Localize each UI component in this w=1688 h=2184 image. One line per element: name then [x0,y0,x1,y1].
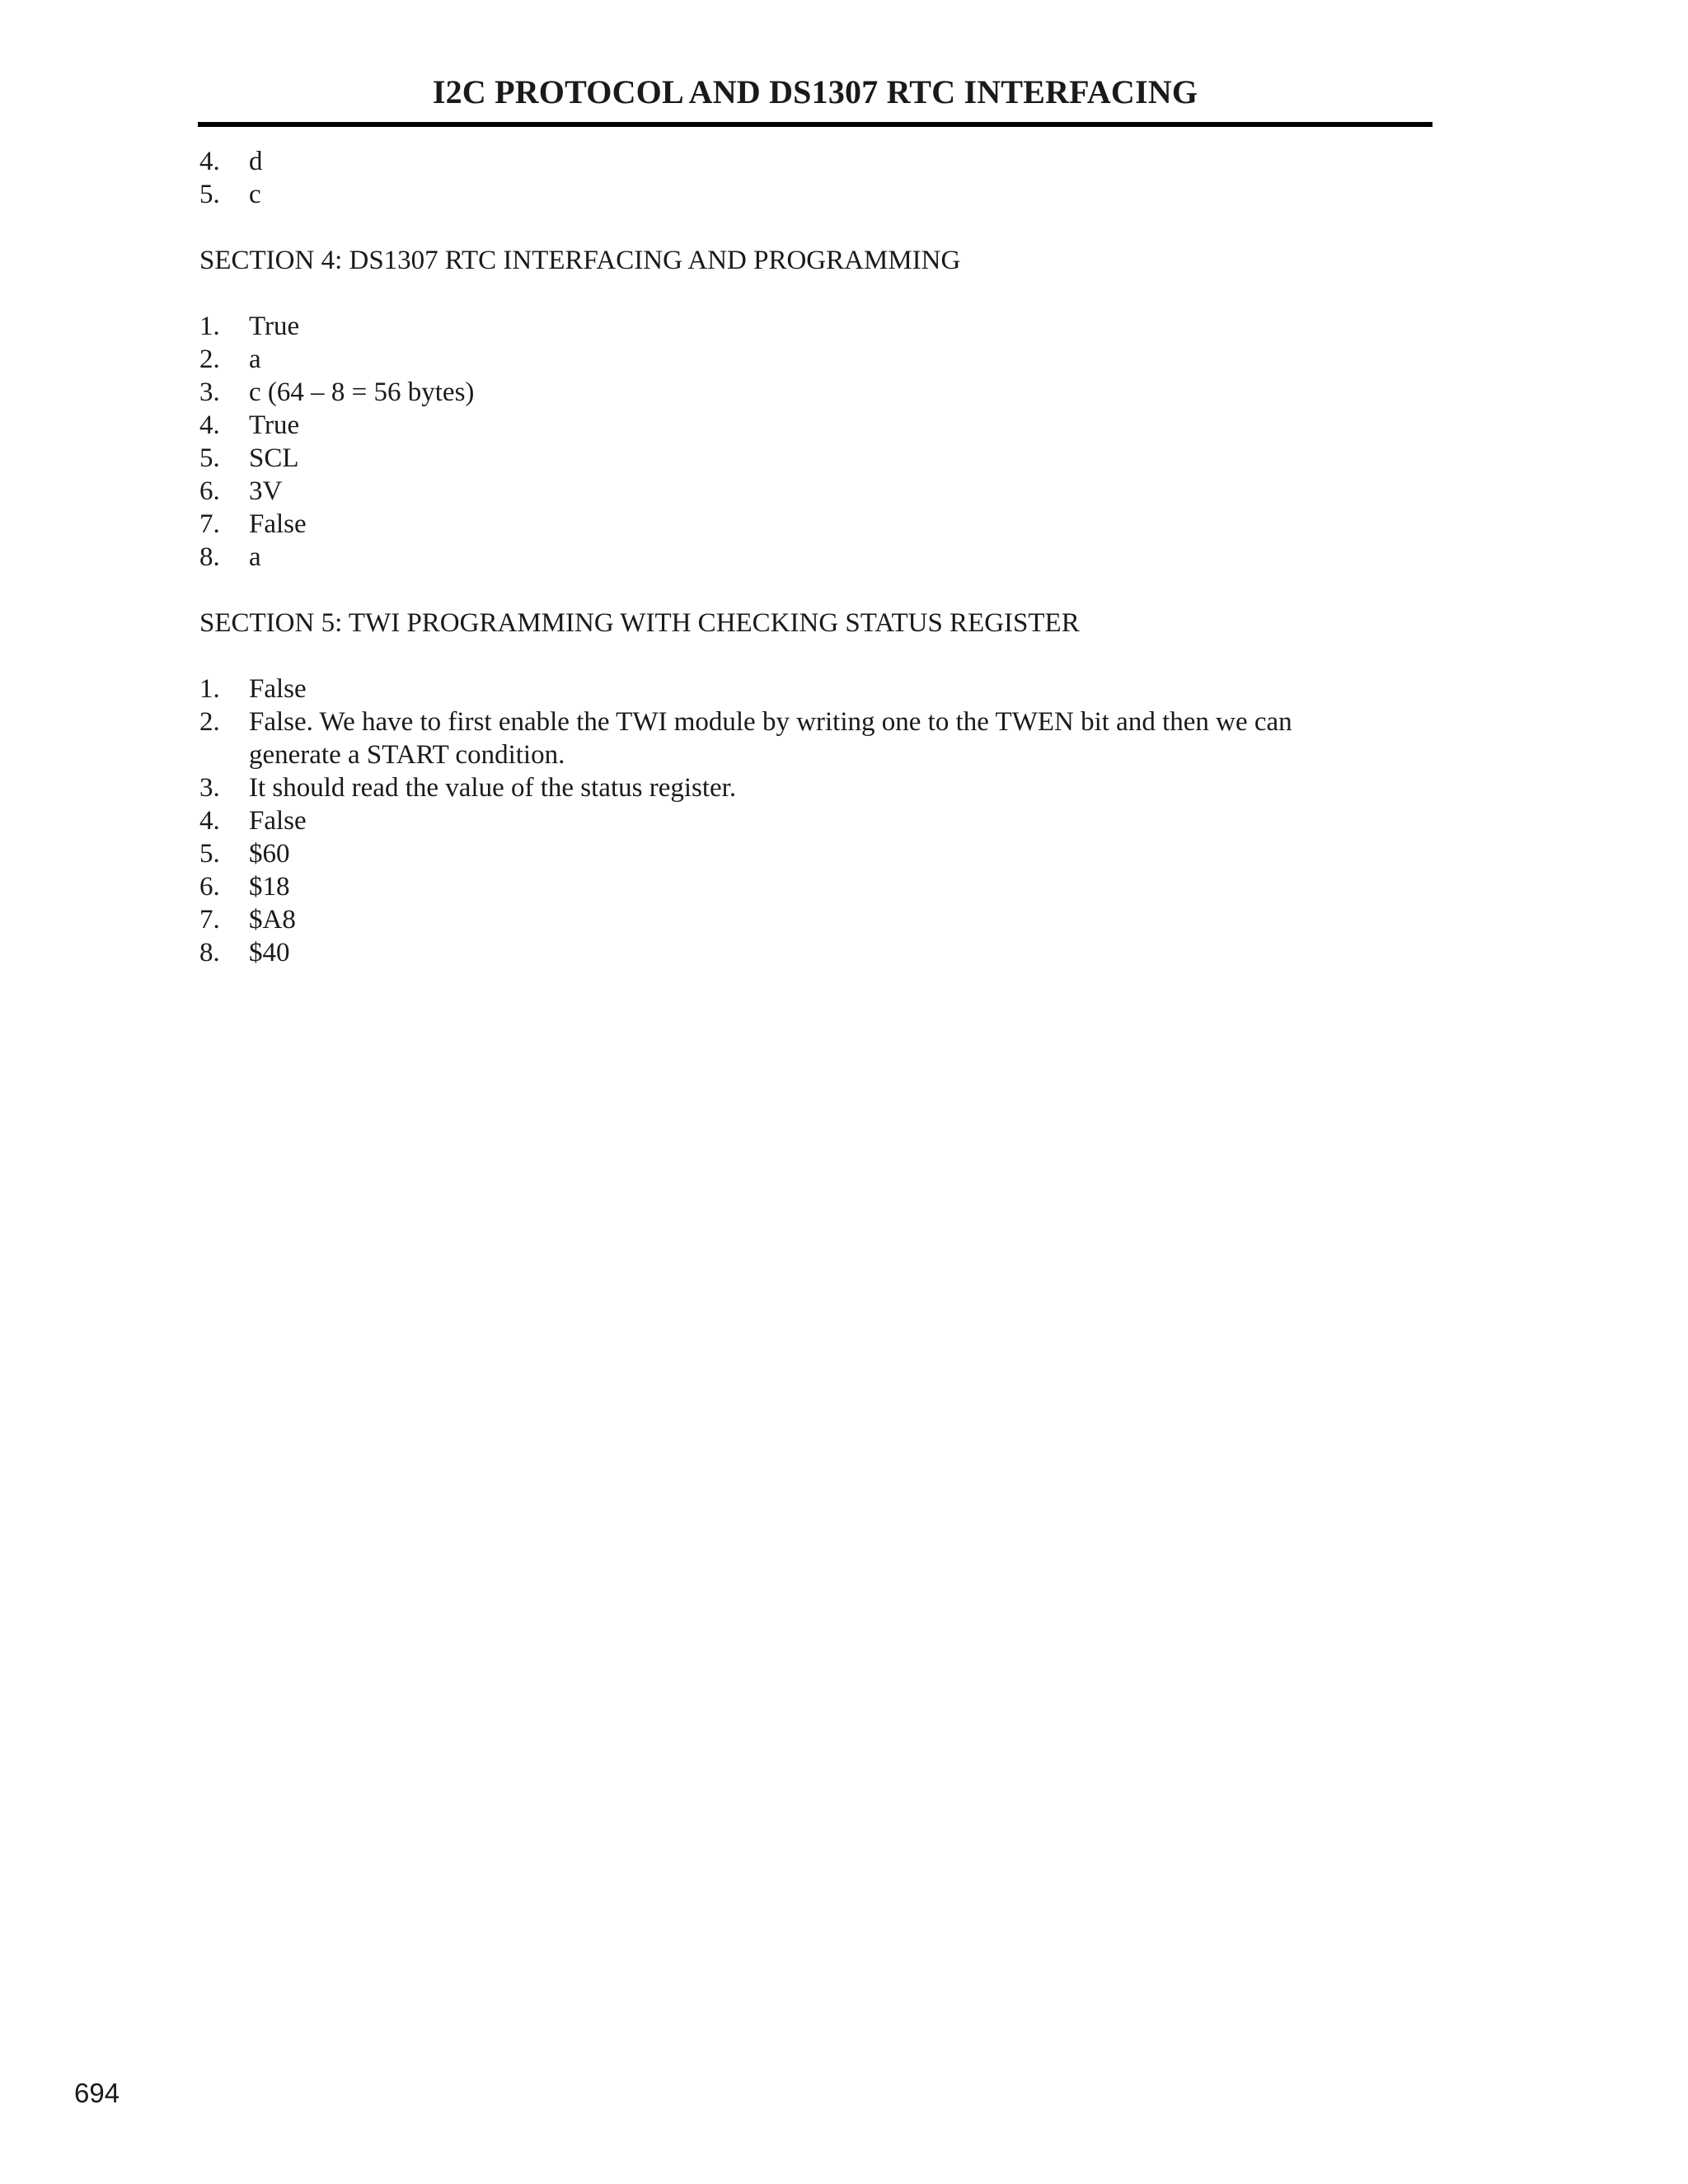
list-item [199,310,1353,343]
item-text: $40 [249,938,290,968]
item-text: SCL [249,443,299,473]
item-text: It should read the value of the status register. [249,773,737,803]
item-number: 1. [199,674,220,704]
page-number: 694 [74,2078,120,2108]
list-item [199,705,1320,771]
item-number: 3. [199,377,220,407]
item-number: 8. [199,542,220,572]
continued-answer-list [199,145,1353,211]
item-number: 8. [199,938,220,968]
item-number: 2. [199,707,220,737]
list-item [199,837,1353,870]
item-number: 5. [199,180,220,209]
item-text: d [249,147,263,176]
list-item [199,409,1353,442]
header-rule [198,122,1432,127]
item-number: 7. [199,905,220,935]
list-item [199,475,1353,508]
item-number: 7. [199,509,220,539]
item-text: False [249,806,307,836]
item-text: False. We have to first enable the TWI module by writing one to the TWEN bit and then we can generate a START condition. [249,707,1292,770]
list-item [199,541,1353,574]
section-5-heading: SECTION 5: TWI PROGRAMMING WITH CHECKING STATUS REGISTER [199,608,1080,638]
item-text: $60 [249,839,290,869]
item-number: 2. [199,344,220,374]
list-item [199,804,1353,837]
list-item [199,870,1353,903]
item-text: a [249,344,261,374]
section-4-heading: SECTION 4: DS1307 RTC INTERFACING AND PROGRAMMING [199,246,961,275]
list-item [199,376,1353,409]
item-text: c [249,180,261,209]
item-number: 4. [199,806,220,836]
answer-content [199,145,1353,969]
item-number: 5. [199,443,220,473]
list-item [199,771,1353,804]
item-number: 1. [199,312,220,341]
list-item [199,178,1353,211]
list-item [199,508,1353,541]
item-number: 5. [199,839,220,869]
item-number: 6. [199,872,220,902]
item-number: 4. [199,147,220,176]
item-number: 3. [199,773,220,803]
item-text: $18 [249,872,290,902]
item-text: a [249,542,261,572]
item-text: c (64 – 8 = 56 bytes) [249,377,475,407]
item-number: 6. [199,476,220,506]
section-5-answer-list [199,673,1353,969]
item-text: True [249,410,300,440]
list-item [199,673,1353,705]
list-item [199,343,1353,376]
list-item [199,145,1353,178]
item-text: False [249,674,307,704]
list-item [199,442,1353,475]
list-item [199,903,1353,936]
item-text: True [249,312,300,341]
item-text: False [249,509,307,539]
running-head: I2C PROTOCOL AND DS1307 RTC INTERFACING [432,73,1198,110]
list-item [199,936,1353,969]
item-number: 4. [199,410,220,440]
section-4-answer-list [199,310,1353,574]
item-text: $A8 [249,905,296,935]
item-text: 3V [249,476,283,506]
